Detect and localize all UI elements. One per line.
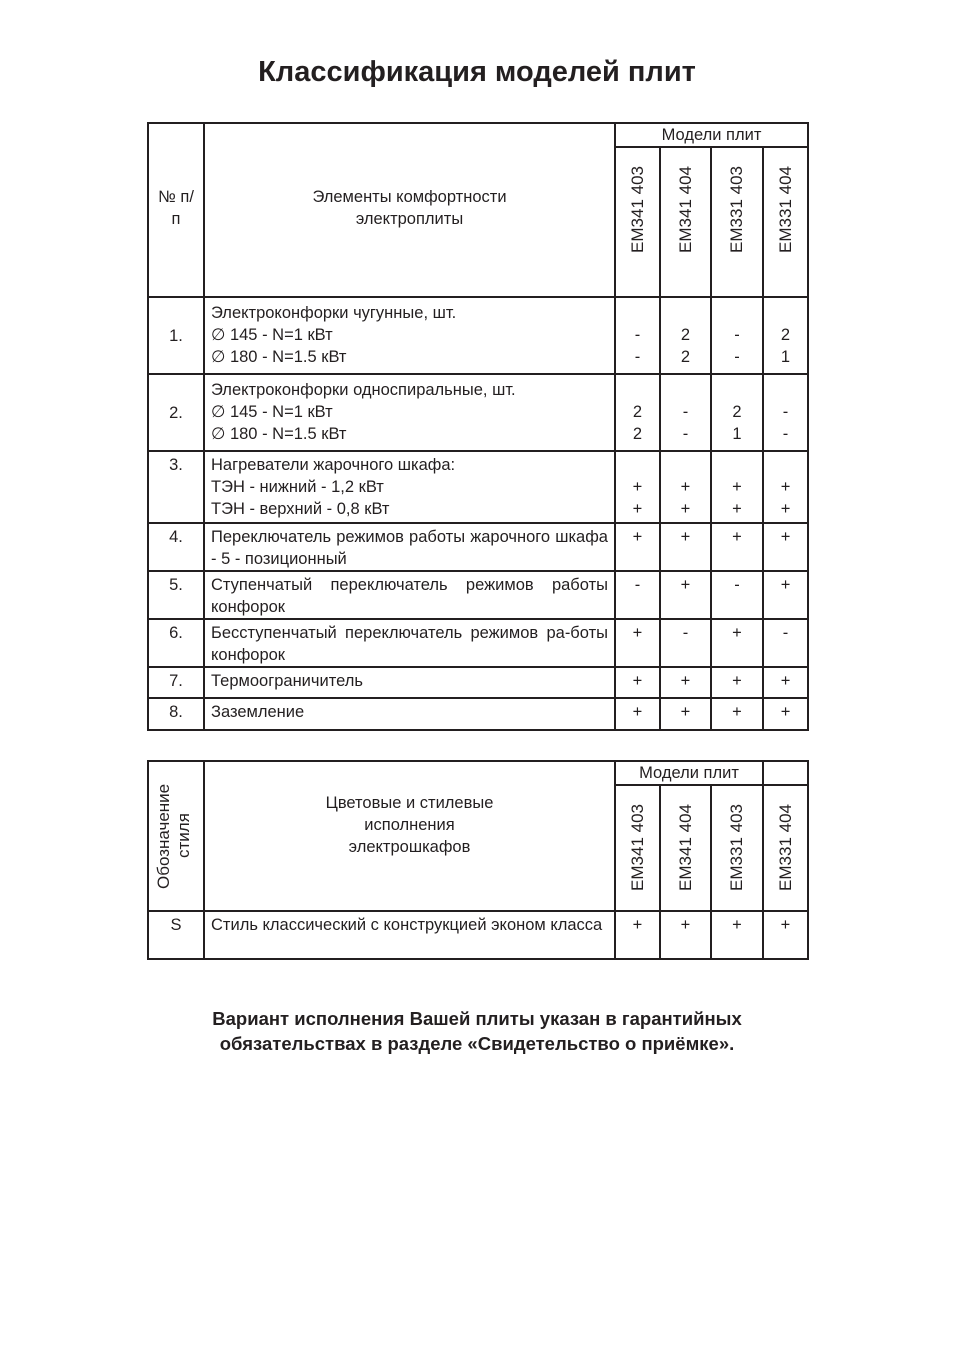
model-header-1 bbox=[660, 147, 711, 297]
description-line: ТЭН - верхний - 0,8 кВт bbox=[211, 500, 390, 518]
model-name: EM331 403 bbox=[727, 166, 746, 253]
value-mark: + bbox=[780, 703, 791, 721]
value-mark: + bbox=[680, 528, 691, 546]
value-mark: + bbox=[780, 672, 791, 690]
table-row bbox=[148, 374, 808, 451]
header-description: Цветовые и стилевые исполнения электрошкафов bbox=[204, 761, 615, 911]
value-mark: + bbox=[632, 528, 643, 546]
model-value-cell bbox=[711, 619, 763, 667]
table-row bbox=[148, 619, 808, 667]
row-description bbox=[204, 619, 615, 667]
value-mark: - bbox=[782, 624, 789, 642]
table-row bbox=[148, 667, 808, 698]
row-description bbox=[204, 571, 615, 619]
value-mark: + bbox=[680, 500, 691, 518]
value-mark: - bbox=[734, 576, 740, 594]
value-mark: + bbox=[680, 478, 691, 496]
model-value-cell bbox=[615, 297, 660, 374]
value-mark: + bbox=[780, 576, 791, 594]
model-value-cell bbox=[763, 297, 808, 374]
model-value-cell bbox=[615, 523, 660, 571]
value-mark: + bbox=[680, 576, 691, 594]
value-mark: - bbox=[634, 348, 641, 366]
value-mark: + bbox=[632, 916, 643, 934]
description-line: ∅ 145 - N=1 кВт bbox=[211, 326, 333, 344]
model-value-cell bbox=[615, 698, 660, 730]
description-line: ∅ 145 - N=1 кВт bbox=[211, 403, 333, 421]
model-value-cell bbox=[660, 911, 711, 959]
page-title: Классификация моделей плит bbox=[258, 56, 696, 88]
model-value-cell bbox=[711, 571, 763, 619]
header-models: Модели плит bbox=[615, 123, 808, 147]
header-models: Модели плит bbox=[615, 761, 763, 785]
model-name: EM341 403 bbox=[627, 804, 647, 891]
description-line: Заземление bbox=[211, 703, 305, 721]
value-mark: 1 bbox=[732, 425, 742, 443]
header-number: № п/п bbox=[148, 123, 204, 297]
value-mark: 1 bbox=[780, 348, 791, 366]
value-mark: + bbox=[632, 672, 643, 690]
model-value-cell bbox=[763, 523, 808, 571]
model-value-cell bbox=[711, 451, 763, 523]
value-mark: 2 bbox=[680, 348, 691, 366]
table-row bbox=[148, 698, 808, 730]
value-mark: + bbox=[732, 528, 742, 546]
table-row bbox=[148, 523, 808, 571]
model-value-cell bbox=[615, 911, 660, 959]
row-number: 4. bbox=[148, 523, 204, 571]
model-value-cell bbox=[763, 698, 808, 730]
model-value-cell bbox=[660, 571, 711, 619]
model-value-cell bbox=[763, 571, 808, 619]
value-mark: - bbox=[682, 403, 689, 421]
model-value-cell bbox=[660, 374, 711, 451]
description-line: Бесступенчатый переключатель режимов ра-боты конфорок bbox=[211, 624, 608, 664]
row-description bbox=[204, 698, 615, 730]
row-number: 6. bbox=[148, 619, 204, 667]
description-line: Переключатель режимов работы жарочного шкафа - 5 - позиционный bbox=[211, 528, 608, 568]
description-line: Термоограничитель bbox=[211, 672, 363, 690]
value-mark: + bbox=[732, 478, 742, 496]
model-name: EM341 404 bbox=[675, 804, 695, 891]
model-value-cell bbox=[660, 619, 711, 667]
model-value-cell bbox=[763, 911, 808, 959]
model-value-cell bbox=[711, 374, 763, 451]
footer-note: Вариант исполнения Вашей плиты указан в гарантийных обязательствах в разделе «Свидетельство о приёмке». bbox=[212, 1008, 742, 1054]
value-mark: + bbox=[632, 624, 643, 642]
model-name: EM331 404 bbox=[775, 166, 795, 253]
model-value-cell bbox=[763, 667, 808, 698]
model-header-2 bbox=[711, 147, 763, 297]
model-value-cell bbox=[615, 374, 660, 451]
model-value-cell bbox=[615, 451, 660, 523]
value-mark: 2 bbox=[732, 403, 742, 421]
value-mark: - bbox=[634, 576, 641, 594]
value-mark: + bbox=[632, 500, 643, 518]
value-mark: - bbox=[682, 425, 689, 443]
model-value-cell bbox=[660, 451, 711, 523]
value-mark: 2 bbox=[632, 403, 643, 421]
row-description bbox=[204, 911, 615, 959]
description-line: Электроконфорки чугунные, шт. bbox=[211, 304, 457, 322]
model-header-3 bbox=[763, 785, 808, 911]
value-mark: + bbox=[780, 478, 791, 496]
row-number: S bbox=[148, 911, 204, 959]
model-name: EM341 404 bbox=[675, 166, 695, 253]
model-header-0 bbox=[615, 147, 660, 297]
value-mark: + bbox=[780, 500, 791, 518]
model-header-0 bbox=[615, 785, 660, 911]
value-mark: + bbox=[732, 624, 742, 642]
model-value-cell bbox=[711, 911, 763, 959]
value-mark: + bbox=[680, 916, 691, 934]
model-value-cell bbox=[615, 571, 660, 619]
table-row bbox=[148, 911, 808, 959]
row-number: 8. bbox=[148, 698, 204, 730]
model-value-cell bbox=[763, 451, 808, 523]
model-value-cell bbox=[660, 297, 711, 374]
value-mark: + bbox=[680, 703, 691, 721]
styles-table bbox=[147, 760, 809, 960]
description-line: Нагреватели жарочного шкафа: bbox=[211, 456, 456, 474]
description-line: Электроконфорки односпиральные, шт. bbox=[211, 381, 516, 399]
value-mark: + bbox=[732, 500, 742, 518]
value-mark: + bbox=[732, 916, 742, 934]
value-mark: + bbox=[732, 672, 742, 690]
row-number: 3. bbox=[148, 451, 204, 523]
description-line: Ступенчатый переключатель режимов работы конфорок bbox=[211, 576, 608, 616]
value-mark: - bbox=[682, 624, 689, 642]
model-value-cell bbox=[711, 297, 763, 374]
header-style: Обозначение стиля bbox=[148, 761, 204, 911]
value-mark: - bbox=[782, 403, 789, 421]
row-description bbox=[204, 374, 615, 451]
description-line: ∅ 180 - N=1.5 кВт bbox=[211, 348, 347, 366]
value-mark: + bbox=[632, 703, 643, 721]
header-elements: Элементы комфортности электроплиты bbox=[204, 123, 615, 297]
value-mark: 2 bbox=[780, 326, 791, 344]
model-value-cell bbox=[711, 667, 763, 698]
model-header-3 bbox=[763, 147, 808, 297]
model-value-cell bbox=[615, 619, 660, 667]
row-number: 7. bbox=[148, 667, 204, 698]
value-mark: + bbox=[780, 916, 791, 934]
model-header-2 bbox=[711, 785, 763, 911]
model-name: EM331 403 bbox=[727, 804, 746, 891]
value-mark: + bbox=[780, 528, 791, 546]
description-line: ТЭН - нижний - 1,2 кВт bbox=[211, 478, 384, 496]
table-row bbox=[148, 571, 808, 619]
value-mark: 2 bbox=[632, 425, 643, 443]
model-value-cell bbox=[660, 698, 711, 730]
model-value-cell bbox=[763, 374, 808, 451]
row-description bbox=[204, 451, 615, 523]
row-number: 1. bbox=[148, 297, 204, 374]
model-name: EM341 403 bbox=[627, 166, 647, 253]
value-mark: + bbox=[732, 703, 742, 721]
row-description bbox=[204, 523, 615, 571]
models-comfort-table bbox=[147, 122, 809, 731]
table-row bbox=[148, 451, 808, 523]
value-mark: + bbox=[680, 672, 691, 690]
value-mark: 2 bbox=[680, 326, 691, 344]
description-line: ∅ 180 - N=1.5 кВт bbox=[211, 425, 347, 443]
value-mark: - bbox=[734, 326, 740, 344]
table-row bbox=[148, 297, 808, 374]
value-mark: - bbox=[782, 425, 789, 443]
model-value-cell bbox=[711, 698, 763, 730]
row-description bbox=[204, 667, 615, 698]
model-value-cell bbox=[711, 523, 763, 571]
row-number: 5. bbox=[148, 571, 204, 619]
model-header-1 bbox=[660, 785, 711, 911]
value-mark: - bbox=[734, 348, 740, 366]
model-value-cell bbox=[660, 523, 711, 571]
model-value-cell bbox=[660, 667, 711, 698]
value-mark: + bbox=[632, 478, 643, 496]
model-value-cell bbox=[615, 667, 660, 698]
model-name: EM331 404 bbox=[775, 804, 795, 891]
row-number: 2. bbox=[148, 374, 204, 451]
model-value-cell bbox=[763, 619, 808, 667]
value-mark: - bbox=[634, 326, 641, 344]
header-empty-cell bbox=[763, 761, 808, 785]
description-line: Стиль классический с конструкцией эконом класса bbox=[211, 916, 603, 934]
row-description bbox=[204, 297, 615, 374]
